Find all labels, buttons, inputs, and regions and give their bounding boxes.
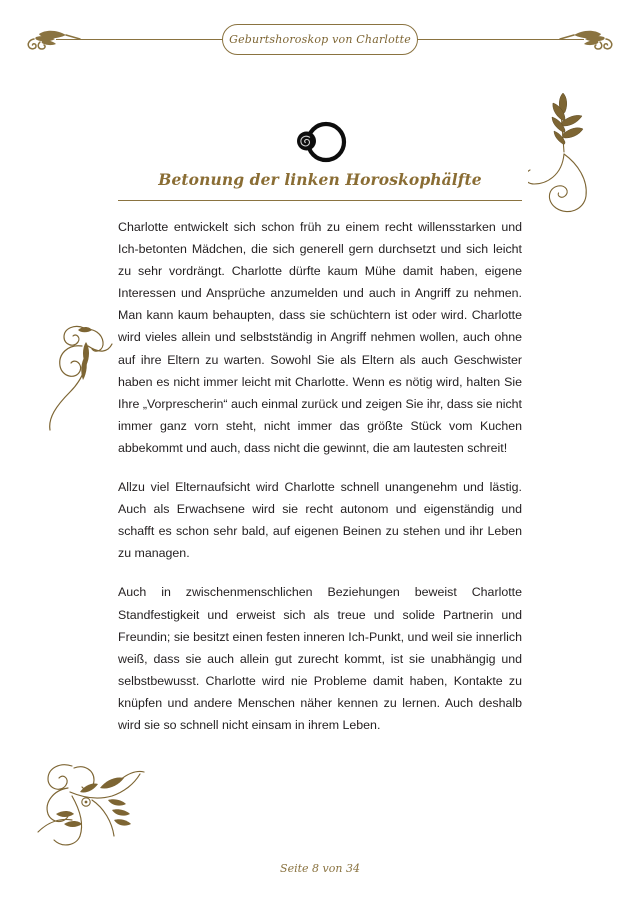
page-title: Betonung der linken Horoskophälfte bbox=[158, 170, 482, 189]
flourish-leaf-ornament-icon bbox=[22, 18, 82, 62]
circle-with-spiral-dot-glyph-icon bbox=[291, 118, 353, 166]
page-footer: Seite 8 von 34 bbox=[280, 862, 360, 875]
body-text-column bbox=[118, 216, 522, 736]
page-header bbox=[0, 0, 640, 70]
title-divider bbox=[118, 200, 522, 201]
header-title: Geburtshoroskop von Charlotte bbox=[229, 33, 411, 46]
curling-vine-flourish-ornament-icon bbox=[42, 312, 130, 432]
paragraph: Auch in zwischenmenschlichen Beziehungen beweist Charlotte Standfestigkeit und erweist sich als treue und solide Partnerin und Freundin; sie besitzt einen festen inneren Ich-Punkt, und weil sie innerlich weiß, dass sie auch allein gut zurecht kommt, ist sie unabhängig und selbstbewusst. Charlotte wird nie Probleme damit haben, Kontakte zu knüpfen und andere Menschen näher kennen zu lernen. Auch deshalb wird sie so schnell nicht einsam in ihrem Leben. bbox=[118, 585, 522, 732]
leafy-sprig-with-spiral-ornament-icon bbox=[528, 88, 632, 216]
flourish-leaf-ornament-icon bbox=[558, 18, 618, 62]
paragraph: Charlotte entwickelt sich schon früh zu einem recht willensstarken und Ich-betonten Mädchen, die sich generell gern durchsetzt und sich leicht zu sehr vordrängt. Charlotte dürfte kaum Mühe damit haben, eigene Interessen und Ansprüche anzumelden und auch in Angriff zu nehmen. Man kann kaum behaupten, dass sie schüchtern ist oder wird. Charlotte wird vieles allein und selbstständig in Angriff nehmen wollen, auch ohne auf ihre Eltern zu warten. Sowohl Sie als Eltern als auch Geschwister haben es nicht immer leicht mit Charlotte. Wenn es nötig wird, halten Sie Ihre „Vorprescherin“ auch einmal zurück und zeigen Sie ihr, dass sie nicht immer ganz vorn steht, nicht immer das größte Stück vom Kuchen abbekommt und auch, dass nicht die gewinnt, die am lautesten schreit! bbox=[118, 220, 522, 455]
paragraph: Allzu viel Elternaufsicht wird Charlotte schnell unangenehm und lästig. Auch als Erwachsene wird sie recht autonom und eigenständig und schafft es schon sehr bald, auf eigenen Beinen zu stehen und ihr Leben zu managen. bbox=[118, 480, 522, 561]
header-title-pill bbox=[222, 24, 418, 55]
floral-vine-flourish-ornament-icon bbox=[34, 748, 150, 852]
